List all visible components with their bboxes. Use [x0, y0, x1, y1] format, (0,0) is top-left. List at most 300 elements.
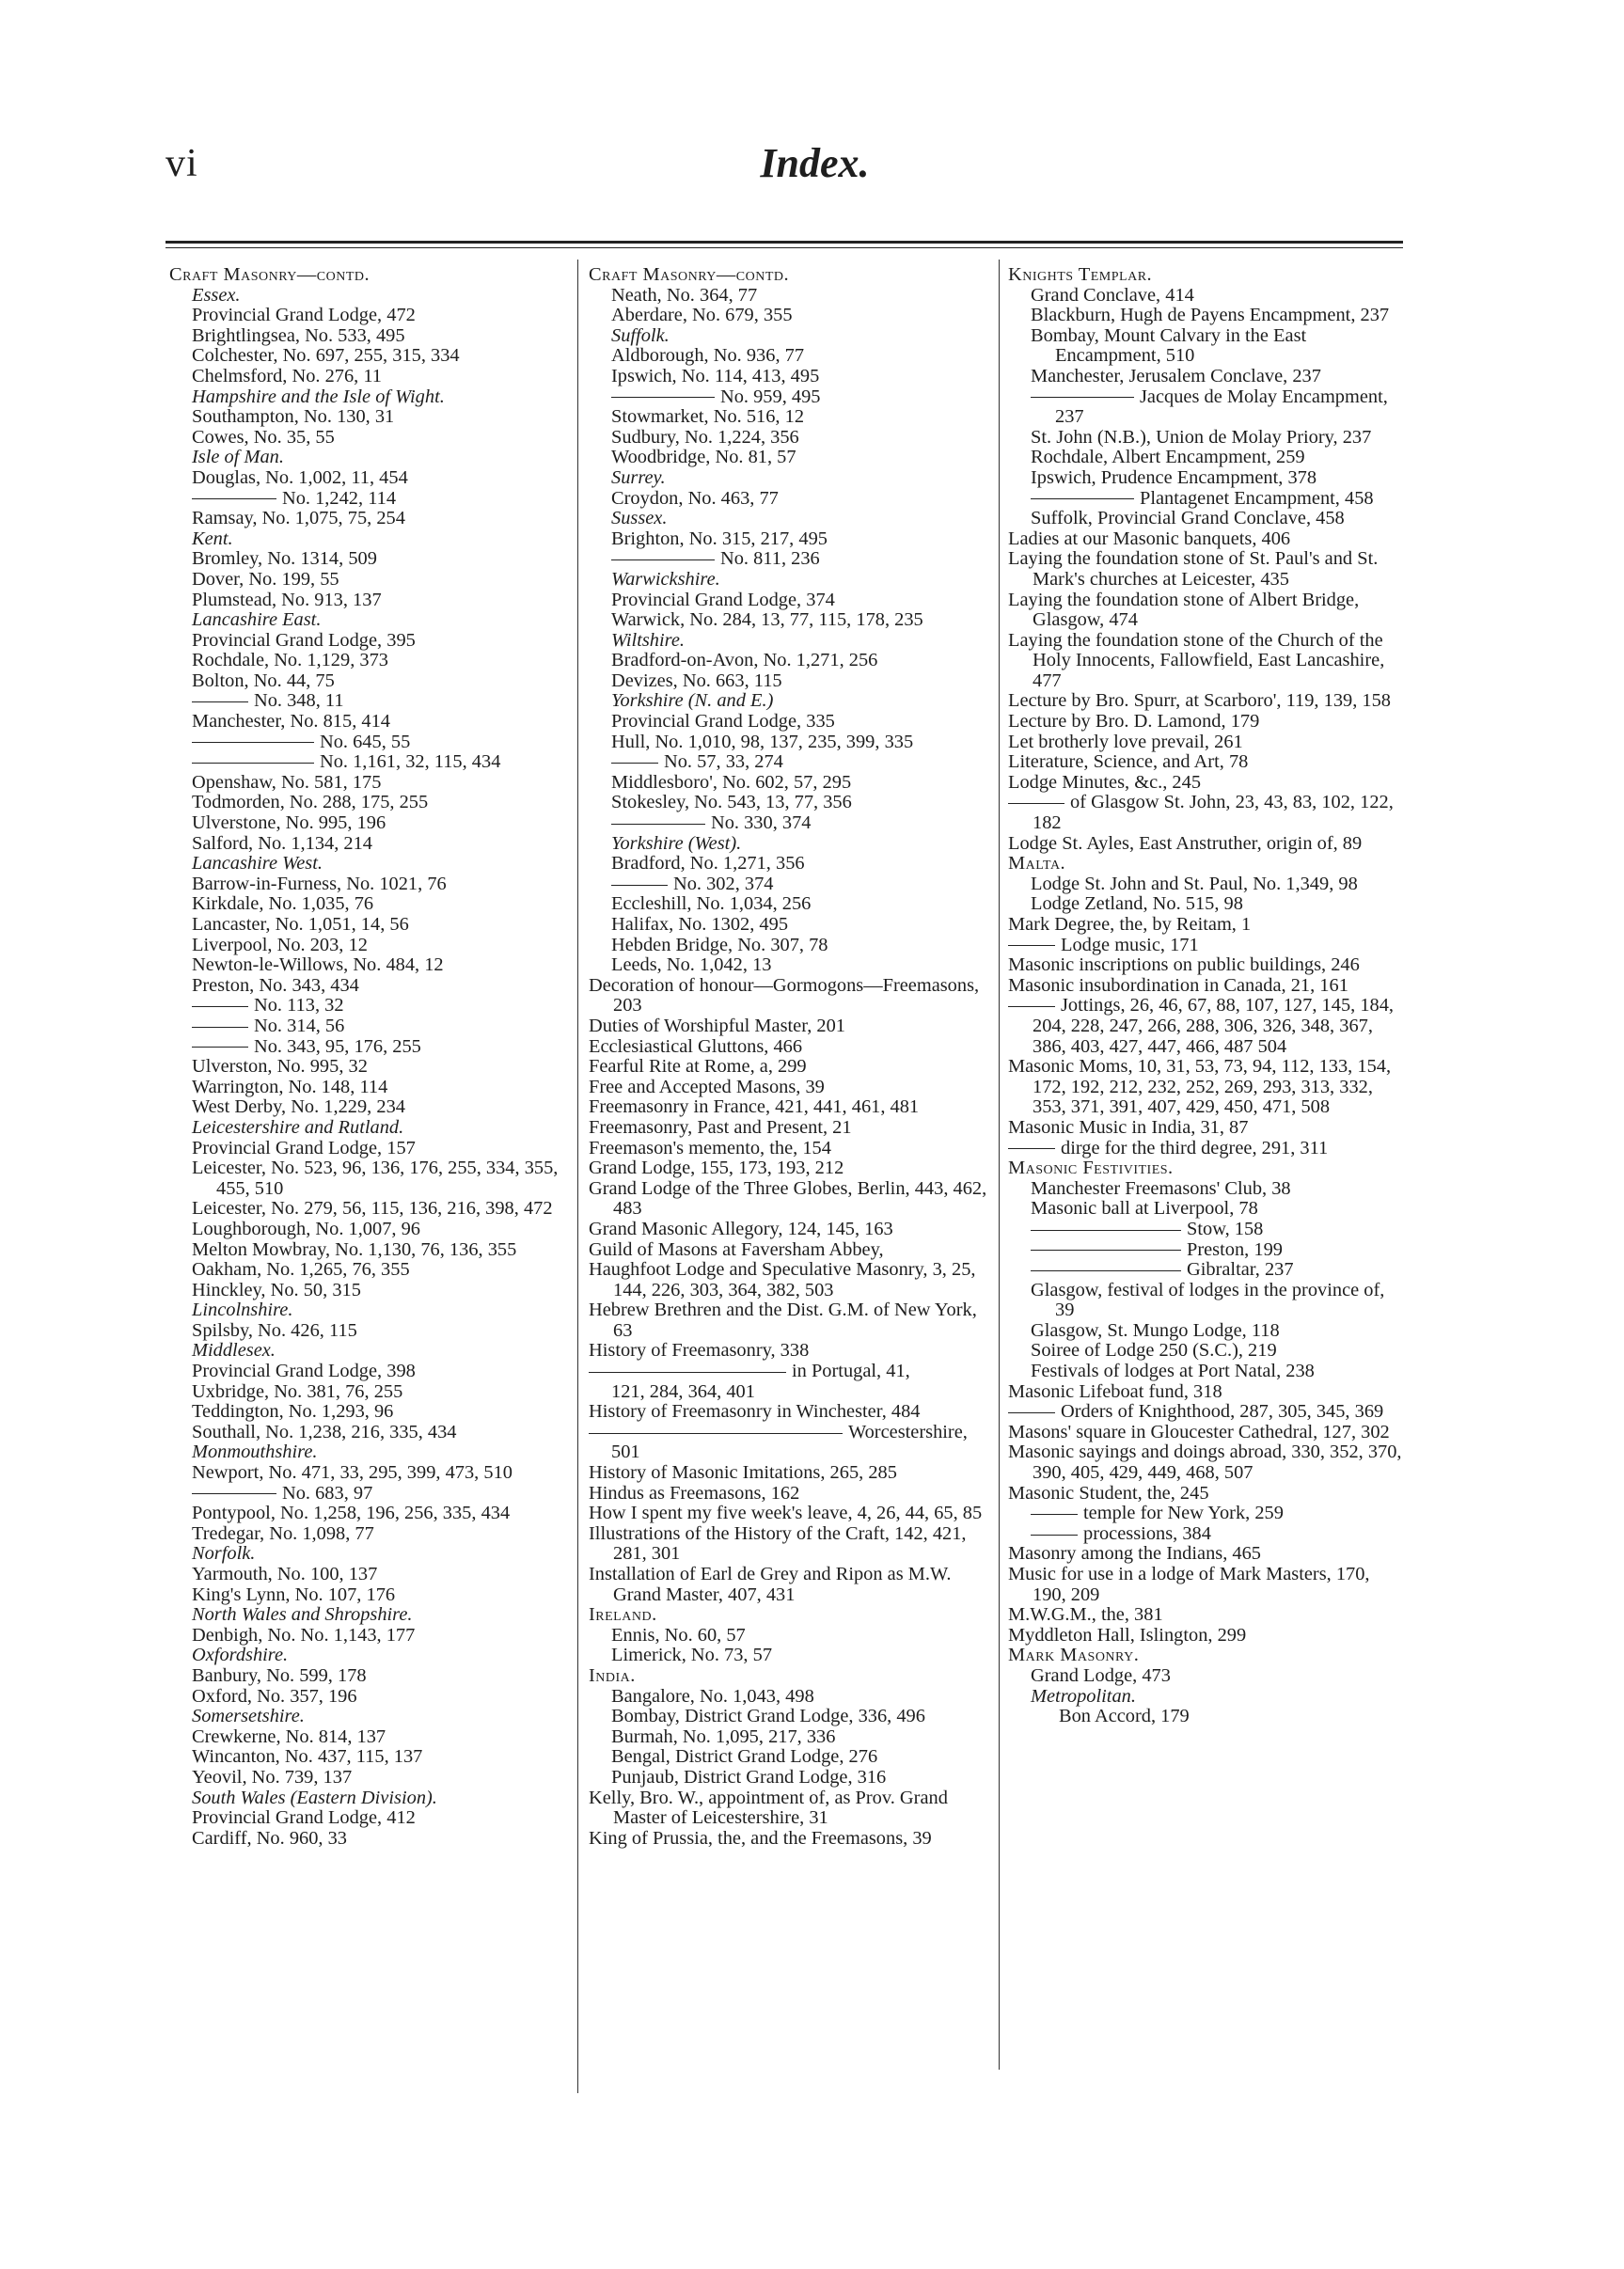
index-entry-text: No. 348, 11 [254, 691, 344, 712]
index-entry-text: Lecture by Bro. Spurr, at Scarboro', 119, 139, 158 [1008, 691, 1391, 712]
index-entry-text: Rochdale, No. 1,129, 373 [192, 651, 388, 671]
index-entry [169, 1260, 574, 1281]
index-entry-text: Bangalore, No. 1,043, 498 [611, 1686, 814, 1707]
index-entry-text: Bradford-on-Avon, No. 1,271, 256 [611, 651, 878, 671]
index-entry-text: Grand Lodge, 155, 173, 193, 212 [589, 1158, 844, 1179]
index-entry-text: Masonic inscriptions on public buildings, 246 [1008, 955, 1360, 976]
index-entry [169, 1442, 574, 1463]
index-entry-text: Plumstead, No. 913, 137 [192, 590, 382, 610]
index-entry-text: North Wales and Shropshire. [192, 1605, 413, 1626]
index-entry [169, 671, 574, 692]
index-entry-text: Lodge St. John and St. Paul, No. 1,349, 98 [1031, 874, 1358, 894]
index-entry [169, 834, 574, 855]
index-entry-text: Masons' square in Gloucester Cathedral, 127, 302 [1008, 1422, 1390, 1442]
index-entry-text: Halifax, No. 1302, 495 [611, 915, 789, 935]
index-entry-text: Bombay, District Grand Lodge, 336, 496 [611, 1707, 925, 1727]
index-entry-text: Stow, 158 [1187, 1219, 1264, 1239]
page-number: vi [166, 142, 198, 185]
index-entry [169, 976, 574, 997]
index-entry [589, 286, 995, 307]
ditto-rule [192, 1047, 248, 1048]
index-entry-text: Masonic Lifeboat fund, 318 [1008, 1381, 1222, 1402]
index-entry [589, 1687, 995, 1708]
index-entry-text: Norfolk. [192, 1544, 256, 1565]
index-entry [169, 1281, 574, 1301]
index-entry [589, 1037, 995, 1058]
index-entry [169, 428, 574, 449]
index-entry-text: Sussex. [611, 509, 668, 529]
index-entry [589, 1666, 995, 1687]
index-entry-text: Glasgow, St. Mungo Lodge, 118 [1031, 1320, 1280, 1341]
index-entry [169, 1666, 574, 1687]
index-entry [589, 1118, 995, 1139]
index-entry [169, 854, 574, 875]
index-entry [589, 1341, 995, 1362]
index-entry [1008, 1605, 1407, 1626]
page-title: Index. [760, 140, 870, 186]
index-column-1 [169, 265, 574, 1849]
index-entry [1008, 712, 1407, 733]
index-entry [589, 915, 995, 936]
index-entry-text: Lodge Zetland, No. 515, 98 [1031, 894, 1243, 915]
index-entry [169, 1788, 574, 1809]
index-entry [589, 1300, 995, 1341]
index-entry-text: Ladies at our Masonic banquets, 406 [1008, 528, 1291, 549]
index-entry [589, 631, 995, 652]
index-entry-text: Surrey. [611, 467, 666, 488]
ditto-rule [1031, 1514, 1078, 1515]
index-entry-text: Jottings, 26, 46, 67, 88, 107, 127, 145, 184, 204, 228, 247, 266, 288, 306, 326, 348, 367, 386, 403, 427, 447, 466, 487 504 [1033, 996, 1395, 1057]
index-entry-text: Colchester, No. 697, 255, 315, 334 [192, 346, 460, 367]
index-entry-text: Limerick, No. 73, 57 [611, 1646, 773, 1666]
index-entry [589, 1158, 995, 1179]
index-entry [589, 407, 995, 428]
index-entry-text: Masonic Festivities. [1008, 1158, 1174, 1179]
index-entry [589, 1097, 995, 1118]
index-entry-text: Bradford, No. 1,271, 356 [611, 854, 805, 875]
index-entry-text: Sudbury, No. 1,224, 356 [611, 427, 799, 448]
index-entry-text: No. 113, 32 [254, 996, 344, 1016]
index-entry-text: Devizes, No. 663, 115 [611, 670, 782, 691]
index-entry-text: West Derby, No. 1,229, 234 [192, 1097, 405, 1118]
index-entry-text: Suffolk. [611, 325, 670, 346]
index-entry-text: of Glasgow St. John, 23, 43, 83, 102, 122, 182 [1033, 793, 1394, 834]
index-entry-text: Decoration of honour—Gormogons—Freemasons, 203 [589, 975, 980, 1016]
index-entry-text: Worcestershire, [848, 1422, 968, 1442]
index-entry-text: Knights Templar. [1008, 265, 1153, 285]
ditto-rule [1008, 1148, 1055, 1149]
index-entry [1008, 631, 1407, 692]
index-entry [169, 894, 574, 915]
index-entry-text: No. 959, 495 [720, 386, 821, 407]
index-entry-text: Melton Mowbray, No. 1,130, 76, 136, 355 [192, 1239, 517, 1260]
index-entry [169, 996, 574, 1016]
index-entry [589, 1423, 995, 1443]
index-entry [169, 326, 574, 347]
index-entry-text: Masonry among the Indians, 465 [1008, 1544, 1262, 1565]
index-entry [1008, 1321, 1407, 1342]
index-entry [589, 793, 995, 813]
index-entry [169, 387, 574, 408]
ditto-rule [611, 559, 715, 560]
index-entry [589, 1220, 995, 1240]
index-entry [169, 813, 574, 834]
index-entry [589, 265, 995, 286]
index-entry [169, 1362, 574, 1382]
index-entry [1008, 1442, 1407, 1483]
index-entry-text: Hebden Bridge, No. 307, 78 [611, 935, 828, 955]
index-entry-text: Freemasonry, Past and Present, 21 [589, 1117, 852, 1138]
index-entry-text: Fearful Rite at Rome, a, 299 [589, 1057, 807, 1078]
index-entry-text: Provincial Grand Lodge, 157 [192, 1138, 416, 1158]
index-entry [1008, 1158, 1407, 1179]
index-entry [1008, 387, 1407, 428]
index-entry [1008, 265, 1407, 286]
index-entry [169, 1139, 574, 1159]
index-entry [169, 1402, 574, 1423]
ditto-rule [192, 1027, 248, 1028]
ditto-rule [192, 742, 314, 743]
index-entry [1008, 549, 1407, 590]
index-entry [169, 1484, 574, 1505]
index-entry [589, 875, 995, 895]
index-entry [1008, 326, 1407, 367]
index-entry-text: No. 1,161, 32, 115, 434 [320, 752, 501, 773]
index-entry-text: Provincial Grand Lodge, 412 [192, 1808, 416, 1829]
index-entry [589, 854, 995, 875]
index-entry [589, 529, 995, 550]
index-entry-text: Ecclesiastical Gluttons, 466 [589, 1036, 803, 1057]
index-entry [589, 1768, 995, 1788]
ditto-rule [1008, 1006, 1055, 1007]
index-entry [169, 1382, 574, 1403]
index-entry [1008, 1179, 1407, 1200]
index-entry-text: Tredegar, No. 1,098, 77 [192, 1523, 374, 1544]
index-entry-text: Middlesboro', No. 602, 57, 295 [611, 772, 852, 793]
index-entry [169, 752, 574, 773]
index-entry [589, 1442, 995, 1463]
index-entry-text: Grand Conclave, 414 [1031, 285, 1194, 306]
index-entry [589, 428, 995, 449]
index-entry-text: Southall, No. 1,238, 216, 335, 434 [192, 1422, 457, 1442]
index-entry-text: Mark Degree, the, by Reitam, 1 [1008, 915, 1252, 935]
index-entry [589, 834, 995, 855]
index-entry-text: Yorkshire (West). [611, 833, 742, 854]
index-entry [169, 1605, 574, 1626]
index-entry [1008, 1382, 1407, 1403]
index-entry [169, 346, 574, 367]
index-entry-text: Leeds, No. 1,042, 13 [611, 955, 772, 976]
index-entry-text: Lincolnshire. [192, 1300, 293, 1321]
index-entry-text: Hinckley, No. 50, 315 [192, 1280, 361, 1300]
index-entry-text: Orders of Knighthood, 287, 305, 345, 369 [1061, 1402, 1384, 1423]
index-entry [169, 529, 574, 550]
index-entry-text: Suffolk, Provincial Grand Conclave, 458 [1031, 509, 1345, 529]
index-entry-text: Somersetshire. [192, 1707, 305, 1727]
index-entry-text: Pontypool, No. 1,258, 196, 256, 335, 434 [192, 1504, 511, 1524]
ditto-rule [1031, 1250, 1181, 1251]
ditto-rule [192, 1006, 248, 1007]
index-entry [589, 1057, 995, 1078]
index-entry-text: St. John (N.B.), Union de Molay Priory, 237 [1031, 427, 1372, 448]
index-entry-text: Lecture by Bro. D. Lamond, 179 [1008, 712, 1260, 733]
index-entry [1008, 691, 1407, 712]
header-rule-thin [166, 247, 1403, 248]
index-entry-text: 501 [611, 1442, 640, 1463]
index-entry [169, 1687, 574, 1708]
ditto-rule [192, 763, 314, 764]
index-entry-text: Salford, No. 1,134, 214 [192, 833, 372, 854]
index-entry [1008, 448, 1407, 468]
index-entry [589, 651, 995, 671]
index-entry [1008, 1362, 1407, 1382]
index-entry-text: Preston, No. 343, 434 [192, 975, 359, 996]
index-entry [169, 936, 574, 956]
index-entry [589, 1362, 995, 1382]
index-entry-text: Brightlingsea, No. 533, 495 [192, 325, 405, 346]
index-entry [1008, 1544, 1407, 1565]
index-entry-text: Masonic Music in India, 31, 87 [1008, 1117, 1249, 1138]
index-entry [589, 712, 995, 733]
index-entry [589, 671, 995, 692]
index-entry [589, 387, 995, 408]
index-entry-text: No. 330, 374 [711, 813, 812, 834]
index-entry [169, 1463, 574, 1484]
ditto-rule [1031, 1270, 1181, 1271]
index-entry [589, 591, 995, 611]
index-entry [1008, 1707, 1407, 1727]
index-entry [1008, 286, 1407, 307]
index-entry [169, 489, 574, 510]
index-entry-text: Crewkerne, No. 814, 137 [192, 1726, 386, 1747]
index-entry [589, 549, 995, 570]
index-entry [169, 1118, 574, 1139]
index-entry-text: Blackburn, Hugh de Payens Encampment, 237 [1031, 306, 1390, 326]
index-entry [169, 915, 574, 936]
index-entry-text: Laying the foundation stone of Albert Bridge, Glasgow, 474 [1008, 590, 1360, 631]
index-entry [169, 1727, 574, 1748]
index-entry [589, 1240, 995, 1261]
index-entry-text: Denbigh, No. No. 1,143, 177 [192, 1625, 416, 1646]
index-entry-text: Rochdale, Albert Encampment, 259 [1031, 448, 1305, 468]
index-entry-text: Craft Masonry—contd. [589, 265, 790, 285]
index-entry [1008, 1341, 1407, 1362]
index-entry [1008, 306, 1407, 326]
index-entry [169, 1341, 574, 1362]
index-entry-text: Ennis, No. 60, 57 [611, 1625, 746, 1646]
index-entry [169, 407, 574, 428]
index-entry-text: Dover, No. 199, 55 [192, 569, 339, 590]
index-entry-text: Glasgow, festival of lodges in the province of, 39 [1031, 1280, 1385, 1321]
index-entry-text: Teddington, No. 1,293, 96 [192, 1402, 394, 1423]
index-entry-text: Bombay, Mount Calvary in the East Encampment, 510 [1031, 325, 1307, 367]
index-entry [1008, 1402, 1407, 1423]
index-entry-text: Burmah, No. 1,095, 217, 336 [611, 1726, 836, 1747]
index-entry [169, 875, 574, 895]
ditto-rule [1031, 397, 1134, 398]
index-entry [169, 1097, 574, 1118]
index-entry-text: Wincanton, No. 437, 115, 137 [192, 1747, 423, 1768]
index-entry-text: Manchester, Jerusalem Conclave, 237 [1031, 366, 1321, 386]
index-entry-text: No. 645, 55 [320, 732, 411, 752]
index-entry [169, 1057, 574, 1078]
index-entry [1008, 915, 1407, 936]
index-entry-text: No. 314, 56 [254, 1016, 345, 1036]
index-entry [169, 591, 574, 611]
index-entry [1008, 1118, 1407, 1139]
index-entry [589, 773, 995, 794]
index-entry [169, 955, 574, 976]
index-entry [1008, 996, 1407, 1057]
index-entry-text: temple for New York, 259 [1083, 1504, 1284, 1524]
index-entry [1008, 1240, 1407, 1261]
index-entry [1008, 1687, 1407, 1708]
index-entry [589, 1484, 995, 1505]
index-entry-text: Openshaw, No. 581, 175 [192, 772, 382, 793]
index-entry [589, 1078, 995, 1098]
column-divider [577, 260, 578, 2093]
index-entry-text: dirge for the third degree, 291, 311 [1061, 1138, 1329, 1158]
index-entry-text: Grand Lodge of the Three Globes, Berlin, 443, 462, 483 [589, 1178, 987, 1220]
index-entry-text: Bengal, District Grand Lodge, 276 [611, 1747, 878, 1768]
index-entry [589, 367, 995, 387]
index-entry [1008, 509, 1407, 529]
ditto-rule [192, 1493, 276, 1494]
index-entry [589, 752, 995, 773]
index-entry-text: Warwick, No. 284, 13, 77, 115, 178, 235 [611, 610, 923, 631]
index-entry-text: Metropolitan. [1031, 1686, 1136, 1707]
index-entry-text: Oxford, No. 357, 196 [192, 1686, 357, 1707]
index-entry-text: Manchester Freemasons' Club, 38 [1031, 1178, 1291, 1199]
index-entry [169, 773, 574, 794]
index-entry-text: Kelly, Bro. W., appointment of, as Prov. Grand Master of Leicestershire, 31 [589, 1788, 948, 1829]
index-entry-text: Freemason's memento, the, 154 [589, 1138, 831, 1158]
index-entry [1008, 894, 1407, 915]
index-entry [169, 1220, 574, 1240]
index-entry [169, 468, 574, 489]
ditto-rule [611, 885, 668, 886]
index-entry [589, 570, 995, 591]
index-entry [589, 1179, 995, 1220]
index-entry-text: No. 57, 33, 274 [664, 752, 783, 773]
index-entry [169, 1747, 574, 1768]
ditto-rule [589, 1372, 786, 1373]
index-entry-text: History of Masonic Imitations, 265, 285 [589, 1463, 897, 1484]
index-entry-text: Installation of Earl de Grey and Ripon as M.W. Grand Master, 407, 431 [589, 1565, 952, 1605]
index-entry [169, 1423, 574, 1443]
index-entry-text: Masonic Student, the, 245 [1008, 1483, 1209, 1504]
index-entry-text: Masonic insubordination in Canada, 21, 161 [1008, 975, 1348, 996]
index-entry-text: Cowes, No. 35, 55 [192, 427, 335, 448]
index-entry [589, 894, 995, 915]
index-entry [1008, 1199, 1407, 1220]
index-entry [169, 1707, 574, 1727]
ditto-rule [611, 824, 705, 825]
index-entry [589, 976, 995, 1016]
index-entry [1008, 1504, 1407, 1524]
index-entry [589, 1524, 995, 1565]
index-entry-text: Hull, No. 1,010, 98, 137, 235, 399, 335 [611, 732, 914, 752]
index-entry-text: Yeovil, No. 739, 137 [192, 1767, 353, 1788]
index-entry-text: Essex. [192, 285, 241, 306]
index-entry-text: No. 302, 374 [673, 874, 774, 894]
index-entry-text: Lancaster, No. 1,051, 14, 56 [192, 915, 409, 935]
index-entry-text: Laying the foundation stone of the Church of the Holy Innocents, Fallowfield, East Lancashire, 477 [1008, 630, 1385, 691]
index-entry-text: Freemasonry in France, 421, 441, 461, 481 [589, 1097, 920, 1118]
index-entry [1008, 1057, 1407, 1118]
index-entry-text: 121, 284, 364, 401 [611, 1381, 755, 1402]
index-entry [1008, 793, 1407, 833]
index-entry [169, 631, 574, 652]
ditto-rule [611, 763, 658, 764]
index-entry [169, 286, 574, 307]
index-entry [1008, 428, 1407, 449]
index-entry [589, 733, 995, 753]
index-entry-text: Ipswich, No. 114, 413, 495 [611, 366, 820, 386]
index-entry [589, 1646, 995, 1666]
index-entry [169, 1199, 574, 1220]
index-entry-text: Craft Masonry—contd. [169, 265, 371, 285]
index-entry-text: No. 811, 236 [720, 549, 820, 570]
index-entry [1008, 1524, 1407, 1545]
index-entry-text: Music for use in a lodge of Mark Masters, 170, 190, 209 [1008, 1565, 1370, 1605]
index-entry [169, 1808, 574, 1829]
index-entry [589, 691, 995, 712]
index-entry-text: Bromley, No. 1314, 509 [192, 549, 377, 570]
index-entry-text: Provincial Grand Lodge, 374 [611, 590, 835, 610]
index-entry-text: Hindus as Freemasons, 162 [589, 1483, 800, 1504]
index-entry-text: Middlesex. [192, 1341, 276, 1362]
index-entry-text: Laying the foundation stone of St. Paul's and St. Mark's churches at Leicester, 435 [1008, 549, 1379, 590]
index-entry [589, 1016, 995, 1037]
index-entry [1008, 1626, 1407, 1647]
index-entry [589, 346, 995, 367]
index-entry-text: Ramsay, No. 1,075, 75, 254 [192, 509, 405, 529]
index-entry [589, 1788, 995, 1829]
index-entry-text: Neath, No. 364, 77 [611, 285, 758, 306]
index-entry [1008, 733, 1407, 753]
index-entry [589, 1139, 995, 1159]
index-entry [1008, 1646, 1407, 1666]
ditto-rule [1031, 498, 1134, 499]
index-entry-text: Masonic sayings and doings abroad, 330, 352, 370, 390, 405, 429, 449, 468, 507 [1008, 1442, 1402, 1484]
index-entry-text: Lodge St. Ayles, East Anstruther, origin of, 89 [1008, 833, 1363, 854]
index-entry [169, 570, 574, 591]
index-entry [1008, 529, 1407, 550]
index-entry [169, 509, 574, 529]
index-entry-text: Banbury, No. 599, 178 [192, 1665, 367, 1686]
index-entry [169, 1524, 574, 1545]
index-entry-text: Illustrations of the History of the Craft, 142, 421, 281, 301 [589, 1523, 967, 1565]
index-entry-text: Ulverstone, No. 995, 196 [192, 813, 386, 834]
header-rule [166, 241, 1403, 244]
index-entry-text: Manchester, No. 815, 414 [192, 712, 390, 733]
index-entry-text: Provincial Grand Lodge, 335 [611, 712, 835, 733]
index-entry-text: Wiltshire. [611, 630, 685, 651]
index-entry-text: Oakham, No. 1,265, 76, 355 [192, 1260, 410, 1281]
index-entry-text: Croydon, No. 463, 77 [611, 488, 779, 509]
index-entry-text: No. 1,242, 114 [282, 488, 397, 509]
index-entry-text: Yarmouth, No. 100, 137 [192, 1565, 378, 1584]
index-entry [1008, 936, 1407, 956]
index-entry-text: Ireland. [589, 1605, 657, 1626]
ditto-rule [611, 397, 715, 398]
index-entry-text: Lancashire East. [192, 610, 322, 631]
index-entry [169, 1240, 574, 1261]
index-entry [169, 1321, 574, 1342]
index-entry [589, 1565, 995, 1605]
index-entry-text: Warwickshire. [611, 569, 720, 590]
